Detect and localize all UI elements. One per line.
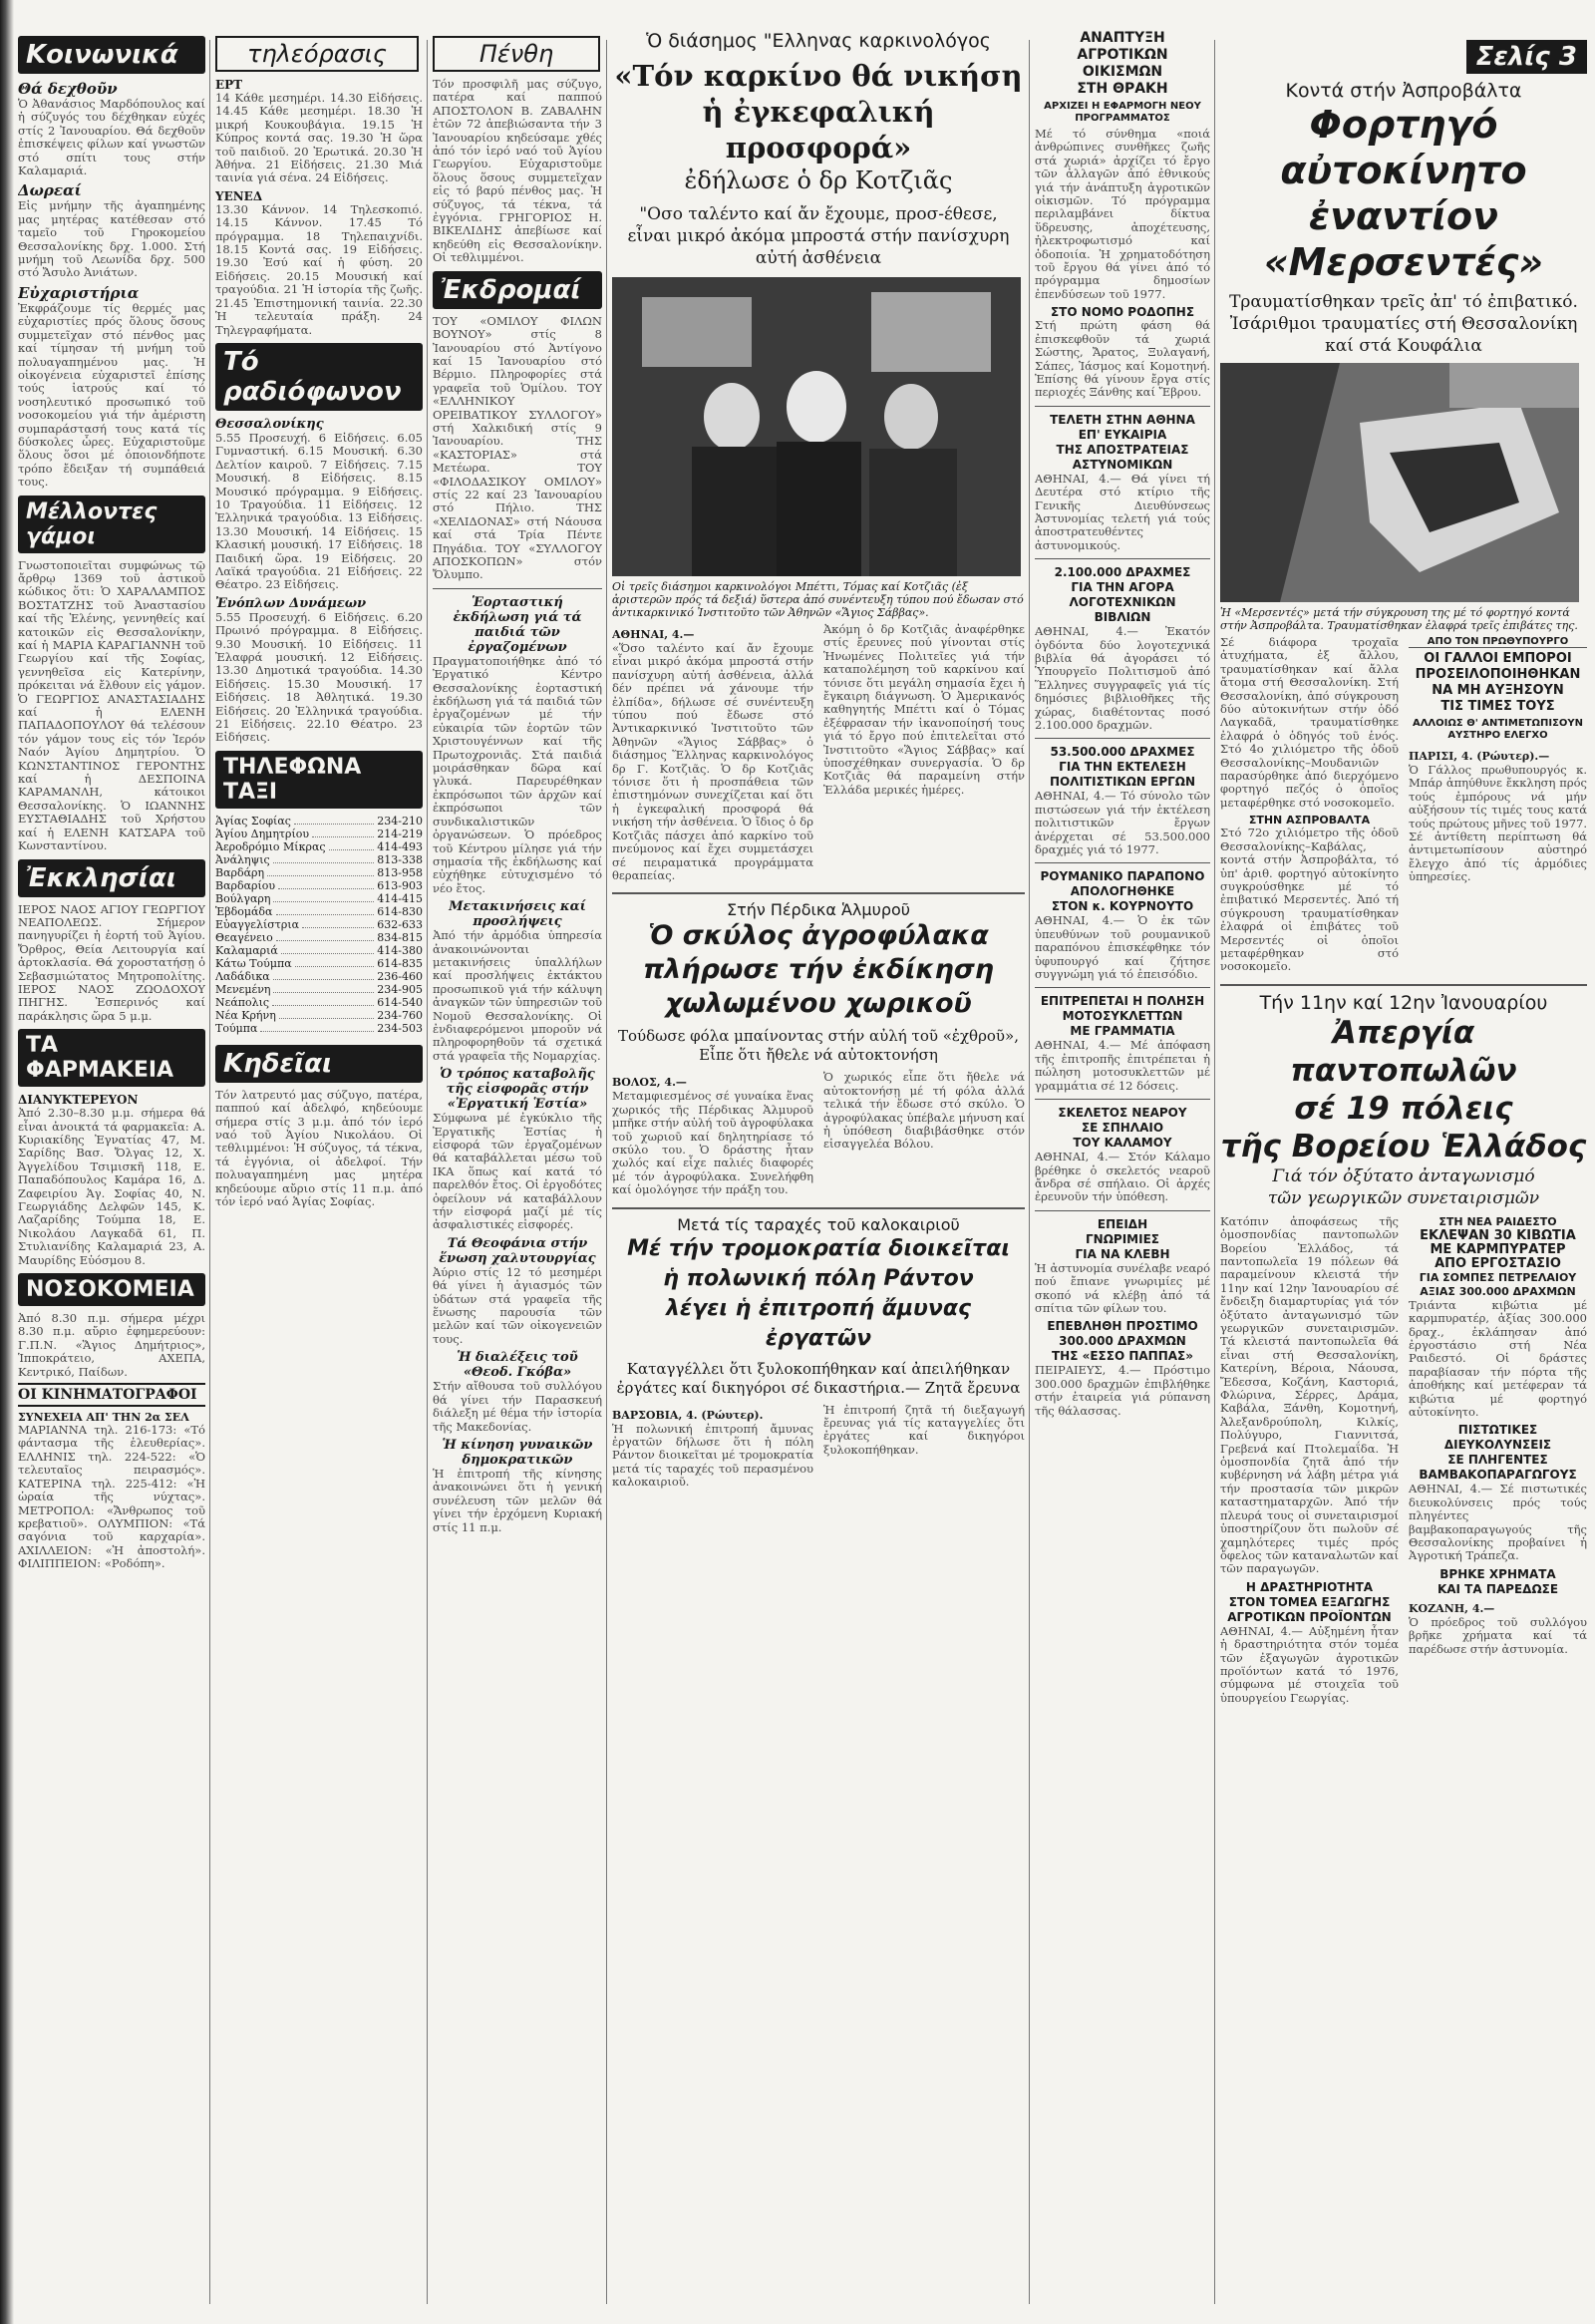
article-body: 5.55 Προσευχή. 6 Εἰδήσεις. 6.05 Γυμναστική. 6.15 Μουσική. 6.30 Δελτίον καιροῦ. 7 Εἰδήσεις. 7.15 Μουσική. 8 Εἰδήσεις. 8.15 Μουσικό πρόγραμμα. 9 Εἰδήσεις. 10 Τραγούδια. 11 Εἰδήσεις. 12 Ἐλληνικά τραγούδια. 13 Εἰδήσεις. 13.30 Μουσική. 14 Εἰδήσεις. 15 Κλασική μουσική. 17 Εἰδήσεις. 18 Παιδική ὥρα. 19 Εἰδήσεις. 20 Λαϊκά τραγούδια. 21 Εἰδήσεις. 22 Θέατρο. 23 Εἰδήσεις. (215, 430, 423, 592)
section-heading-tv: τηλεόρασις (215, 36, 419, 72)
brief-headline (1035, 1106, 1210, 1151)
article-body: Ὁ πρόεδρος τοῦ συλλόγου βρῆκε χρήματα καί τά παρέδωσε στήν ἀστυνομία. (1409, 1614, 1587, 1656)
headline-deck: Καταγγέλλει ὅτι ξυλοκοπήθηκαν καί ἀπειλήθηκαν ἐργάτες καί δικηγόροι σέ δικαστήρια.— Ζητᾶ ἔρευνα (616, 1359, 1021, 1397)
headline-line: ΤΗΣ ΑΠΟΣΤΡΑΤΕΙΑΣ (1056, 442, 1189, 457)
subheading: ΕΡΤ (215, 78, 243, 92)
leader-dots (272, 996, 374, 1006)
divider (1035, 1210, 1210, 1211)
taxi-phone-number: 614-540 (377, 995, 423, 1009)
article-body: Ἡ ἐπιτροπή ζητᾶ τή διεξαγωγή ἔρευνας γιά τίς καταγγελίες ὅτι ἐργάτες καί δικηγόροι ξυλοκοπήθηκαν. (823, 1402, 1025, 1457)
section-heading-taxi: ΤΗΛΕΦΩΝΑ ΤΑΞΙ (215, 751, 423, 809)
headline-line: ΕΠΕΙΔΗ (1097, 1216, 1148, 1231)
brief-headline (1035, 413, 1210, 473)
section-heading-radio: Τό ραδιόφωνον (215, 343, 423, 411)
headline-line: ΑΞΙΑΣ 300.000 ΔΡΑΧΜΩΝ (1420, 1284, 1576, 1298)
taxi-row (215, 944, 423, 957)
taxi-row (215, 853, 423, 866)
article-body: Ἡ ἐπιτροπή τῆς κίνησης ἀνακοινώνει ὅτι ἡ γενική συνέλευση τῶν μελῶν θά γίνει τήν ἐρχόμενη Κυριακή στίς 11 π.μ. (433, 1466, 602, 1534)
article-body: 14 Κάθε μεσημέρι. 14.30 Εἰδήσεις. 14.45 Κάθε μεσημέρι. 18.30 Ἡ μικρή Κουκουβάγια. 19.15 Ἡ Κύπρος κοντά σας. 19.30 Ἡ ὥρα τοῦ παιδιοῦ. 20 Ἐρωτικά. 20.30 Ἡ Ἀθήνα. 21 Εἰδήσεις. 21.30 Μιά ταινία γιά σένα. 24 Εἰδήσεις. (215, 91, 423, 185)
subheading: Ἡ κίνηση γυναικῶν δημοκρατικῶν (442, 1437, 593, 1468)
headline-line: ΑΝΑΠΤΥΞΗ (1080, 30, 1165, 46)
leader-dots (267, 866, 374, 876)
taxi-phone-number: 632-633 (377, 917, 423, 931)
section-heading-koinonika: Κοινωνικά (18, 36, 205, 74)
headline-line: ΤΕΛΕΤΗ ΣΤΗΝ ΑΘΗΝΑ (1050, 412, 1195, 427)
article-body: 5.55 Προσευχή. 6 Εἰδήσεις. 6.20 Πρωινό πρόγραμμα. 8 Εἰδήσεις. 9.30 Μουσική. 10 Εἰδήσεις. 11 Ἐλαφρά μουσική. 12 Εἰδήσεις. 13.30 Δημοτικά τραγούδια. 14.30 Εἰδήσεις. 15.30 Μουσική. 17 Εἰδήσεις. 18 Ἀθλητικά. 19.30 Εἰδήσεις. 20 Ἐλληνικά τραγούδια. 21 Εἰδήσεις. 22.10 Θέατρο. 23 Εἰδήσεις. (215, 609, 423, 745)
article-body: ΑΘΗΝΑΙ, 4.— Τό σύνολο τῶν πιστώσεων γιά τήν ἐκτέλεση πολιτιστικῶν ἔργων ἀνέρχεται σέ 53.500.000 δραχμές γιά τό 1977. (1035, 789, 1210, 857)
headline-line: 53.500.000 ΔΡΑΧΜΕΣ (1050, 745, 1195, 760)
taxi-stand-name: Ἁγίας Σοφίας (215, 814, 291, 828)
headline-line: λέγει ἡ ἐπιτροπή ἄμυνας ἐργατῶν (665, 1295, 972, 1351)
leader-dots (302, 918, 374, 928)
article-body: Τόν προσφιλῆ μας σύζυγο, πατέρα καί παππού ΑΠΟΣΤΟΛΟΝ Β. ΖΑΒΑΛΗΝ ἐτῶν 72 ἀπεβιώσαντα τήν 3 Ἰανουαρίου κηδεύσαμε χθές ἀπό τόν ἱερό ναό τοῦ Ἁγίου Γεωργίου. Εὐχαριστοῦμε ὅλους ὅσους συμμετεῖχαν εἰς τό βαρύ πένθος μας. Ἡ σύζυγος, τά τέκνα, τά ἐγγόνια. ΓΡΗΓΟΡΙΟΣ Η. ΒΙΚΕΛΙΔΗΣ ἀπεβίωσε καί κηδεύθη εἰς Θεσσαλονίκην. Οἱ τεθλιμμένοι. (433, 77, 602, 265)
divider (1035, 738, 1210, 739)
taxi-row (215, 828, 423, 840)
headline-line: ΑΓΡΟΤΙΚΩΝ ΠΡΟΪΟΝΤΩΝ (1227, 1609, 1392, 1624)
taxi-stand-name: Βούλγαρη (215, 891, 271, 905)
subheading: Θά δεχθοῦν (18, 80, 118, 98)
brief-kicker: ΑΠΟ ΤΟΝ ΠΡΩΘΥΠΟΥΡΓΟ (1409, 636, 1587, 648)
column-tv-radio (215, 30, 423, 2304)
headline-line: ΕΠΕΒΛΗΘΗ ΠΡΟΣΤΙΜΟ (1047, 1319, 1198, 1334)
taxi-phone-number: 234-503 (377, 1021, 423, 1035)
brief-headline: ΣΤΟ ΝΟΜΟ ΡΟΔΟΠΗΣ (1050, 305, 1195, 320)
taxi-phone-number: 234-210 (377, 814, 423, 828)
headline-line: ΑΓΡΟΤΙΚΩΝ (1077, 47, 1168, 63)
taxi-phone-number: 234-905 (377, 982, 423, 996)
taxi-stand-name: Θεαγένειο (215, 930, 273, 944)
article-body: ΑΘΗΝΑΙ, 4.— Σέ πιστωτικές διευκολύνσεις πρός τούς πληγέντες βαμβακοπαραγωγούς τῆς Θεσσαλονίκης προβαίνει ἡ Ἀγροτική Τράπεζα. (1409, 1482, 1587, 1563)
article-body: ΑΘΗΝΑΙ, 4.— Θά γίνει τή Δευτέρα στό κτίριο τῆς Γενικῆς Διευθύνσεως Ἀστυνομίας τελετή γιά τούς ἀποστρατευθέντες ἀστυνομικούς. (1035, 471, 1210, 552)
headline-line: ἐναντίον «Μερσεντές» (1263, 194, 1544, 284)
headline-line: ΟΙΚΙΣΜΩΝ (1082, 64, 1163, 80)
taxi-stand-name: Νέα Κρήνη (215, 1008, 276, 1022)
headline-line: ΓΙΑ ΝΑ ΚΛΕΒΗ (1075, 1246, 1170, 1261)
headline-line: ΤΗΣ «ΕΣΣΟ ΠΑΠΠΑΣ» (1052, 1349, 1193, 1364)
headline-line: ΕΠΙΤΡΕΠΕΤΑΙ Η ΠΟΛΗΣΗ (1040, 994, 1205, 1009)
column-briefs (1035, 30, 1210, 2304)
headline-line: 2.100.000 ΔΡΑΧΜΕΣ (1054, 565, 1191, 580)
headline-line: τῆς Βορείου Ἑλλάδος (1220, 1128, 1587, 1164)
article-body: ΑΘΗΝΑΙ, 4.— Μέ ἀπόφαση τῆς ἐπιτροπῆς ἐπιτρέπεται ἡ πώληση μοτοσυκλεττῶν μέ γραμμάτια σέ 12 δόσεις. (1035, 1038, 1210, 1093)
headline-line: ΣΤΟΝ ΤΟΜΕΑ ΕΞΑΓΩΓΗΣ (1228, 1594, 1391, 1609)
headline-line: ΠΙΣΤΩΤΙΚΕΣ (1457, 1423, 1538, 1438)
article-body: Μέ τό σύνθημα «ποιά ἀνθρώπινες συνθῆκες ζωῆς στά χωριά» ἀρχίζει τό ἔργο τῶν ἀλλαγῶν ἀπό ἐθνικούς γιά τήν ἀνάπτυξη ἀγροτικῶν οἰκισμῶν. Τό πρόγραμμα περιλαμβάνει δίκτυα ὕδρευσης, ἀποχέτευσης, ἡλεκτροφωτισμό καί ὁδοποιία. Ἡ χρηματοδότηση τοῦ ἔργου θά γίνει ἀπό τό πρόγραμμα δημοσίων ἐπενδύσεων τοῦ 1977. (1035, 127, 1210, 301)
article-body: Ὁ χωρικός εἶπε ὅτι ἤθελε νά αὐτοκτονήσῃ μέ τή φόλα ἀλλά τελικά τήν ἔδωσε στό σκύλο. Ὁ ἀγροφύλακας ὑπέβαλε μήνυση καί ἡ ὑπόθεση διαβιβάσθηκε στόν εἰσαγγελέα Βόλου. (823, 1070, 1025, 1152)
brief-headline (1409, 1215, 1587, 1299)
headline-line: σέ 19 πόλεις (1294, 1090, 1513, 1127)
headline-line: πλήρωσε τήν ἐκδίκηση (642, 954, 995, 986)
article-body: Τόν λατρευτό μας σύζυγο, πατέρα, παππού καί ἀδελφό, κηδεύουμε σήμερα στίς 3 μ.μ. ἀπό τόν ἱερό ναό τοῦ Ἁγίου Νικολάου. Οἱ τεθλιμμένοι: Ἡ σύζυγος, τά τέκνα, τά ἐγγόνια, οἱ ἀδελφοί. Τήν πολυαγαπημένη μας μητέρα κηδεύουμε αὔριο στίς 11 π.μ. ἀπό τόν ἱερό ναό Ἁγίας Σοφίας. (215, 1087, 423, 1209)
taxi-phone-number: 813-338 (377, 852, 423, 866)
taxi-stand-name: Ἁγίου Δημητρίου (215, 827, 310, 840)
headline-deck: Τούδωσε φόλα μπαίνοντας στήν αὐλή τοῦ «ἐχθροῦ», Εἶπε ὅτι ἤθελε νά αὐτοκτονήση (617, 1027, 1019, 1065)
taxi-row (215, 1009, 423, 1022)
taxi-stand-name: Νεάπολις (215, 995, 270, 1009)
headline-line: ΣΚΕΛΕΤΟΣ ΝΕΑΡΟΥ (1058, 1106, 1187, 1121)
leader-dots (276, 905, 375, 915)
taxi-stand-name: Ἑβδομάδα (215, 904, 273, 918)
article-body: Σύμφωνα μέ ἐγκύκλιο τῆς Ἐργατικῆς Ἑστίας ἡ εἰσφορά τῶν ἐργαζομένων θά καταβάλλεται μέσω τοῦ ΙΚΑ ὅπως καί κατά τό παρελθόν ἔτος. Οἱ ἐργοδότες ὀφείλουν νά καταβάλλουν τήν εἰσφορά μαζί μέ τίς ἀσφαλιστικές εἰσφορές. (433, 1111, 602, 1232)
taxi-row (215, 931, 423, 944)
headline-line: ΓΝΩΡΙΜΙΕΣ (1086, 1231, 1159, 1246)
article-body: Ἡ ἀστυνομία συνέλαβε νεαρό πού ἔπιανε γνωριμίες μέ σκοπό νά κλέβῃ ἀπό τά σπίτια τῶν φίλων του. (1035, 1260, 1210, 1315)
subheading: Εὐχαριστήρια (18, 283, 140, 302)
article-body: ΑΘΗΝΑΙ, 4.— Ὁ ἐκ τῶν ὑπευθύνων τοῦ ρουμανικοῦ παραπόνου ἐπισκέφθηκε τόν ὑφυπουργό καί ζήτησε συγγνώμη γιά τό ἐπεισόδιο. (1035, 913, 1210, 982)
leader-dots (273, 853, 375, 863)
brief-headline (1409, 1567, 1587, 1597)
subheading: Ἡ διαλέξεις τοῦ «Θεοδ. Γκόβα» (457, 1350, 578, 1381)
divider (1035, 558, 1210, 559)
headline-line: ΝΑ ΜΗ ΑΥΞΗΣΟΥΝ (1432, 683, 1564, 698)
leader-dots (273, 970, 375, 980)
section-heading-cinemas: ΟΙ ΚΙΝΗΜΑΤΟΓΡΑΦΟΙ (18, 1383, 205, 1407)
headline-line: ΤΙΣ ΤΙΜΕΣ ΤΟΥΣ (1440, 699, 1555, 714)
taxi-phone-number: 234-760 (377, 1008, 423, 1022)
leader-dots (295, 957, 375, 967)
brief-headline: ΣΤΗΝ ΑΣΠΡΟΒΑΛΤΑ (1248, 814, 1371, 828)
headline-line: Ὁ σκύλος ἀγροφύλακα (648, 920, 989, 952)
article-body: Ὁ Ἀθανάσιος Μαρδόπουλος καί ἡ σύζυγός του δέχθηκαν εὐχές στίς 2 Ἰανουαρίου. Θά δεχθοῦν ἐπισκέψεις φίλων καί γνωστῶν στό σπίτι τους στήν Καλαμαριά. (18, 97, 205, 178)
headline-line: ΜΕ ΓΡΑΜΜΑΤΙΑ (1070, 1024, 1175, 1039)
column-rule (209, 40, 210, 2304)
headline-line: ΣΤΗ ΝΕΑ ΡΑΙΔΕΣΤΟ (1438, 1214, 1557, 1228)
headline-line: ΚΑΙ ΤΑ ΠΑΡΕΔΩΣΕ (1436, 1581, 1559, 1596)
story-columns (612, 1404, 1025, 1494)
headline-line: ΜΕ ΚΑΡΜΠΥΡΑΤΕΡ (1430, 1241, 1566, 1257)
headline-line: Φορτηγό αὐτοκίνητο (1280, 103, 1527, 192)
subheading: Μετακινήσεις καί προσλήψεις (449, 899, 586, 930)
headline-line: ἡ πολωνική πόλη Ράντον (663, 1265, 974, 1291)
story-columns (612, 1071, 1025, 1200)
taxi-phone-number: 414-380 (377, 943, 423, 957)
headline-line: ἐδήλωσε ὁ δρ Κοτζιᾶς (684, 166, 953, 194)
section-heading-nosokomeia: ΝΟΣΟΚΟΜΕΙΑ (18, 1273, 205, 1306)
headline-line: ἡ ἐγκεφαλική προσφορά» (702, 95, 935, 165)
leader-dots (329, 840, 375, 850)
headline-deck: Γιά τόν ὀξύτατο ἀνταγωνισμό (1272, 1165, 1535, 1186)
taxi-row (215, 879, 423, 892)
brief-headline (1035, 869, 1210, 914)
leader-dots (260, 1022, 374, 1032)
article-body: Ἀκόμη ὁ δρ Κοτζιᾶς ἀναφέρθηκε στίς ἔρευνες πού γίνονται στίς Ἡνωμένες Πολιτεῖες γιά τήν καταπολέμηση τοῦ καρκίνου καί τόνισε ὅτι μεγάλη σημασία ἔχει ἡ ἔγκαιρη διάγνωση. Ὁ Ἀμερικανός καθηγητής Μπέττι καί ὁ Τόμας ἐξέφρασαν τήν ἱκανοποίησή τους γιά τό ἔργο πού ἐπιτελεῖται στό Ἰνστιτοῦτο «Ἅγιος Σάββας» καί ὑποσχέθηκαν συνεργασία. Ὁ δρ Κοτζιᾶς θά παραμείνη στήν Ἑλλάδα μερικές ἡμέρες. (823, 622, 1025, 797)
divider (1220, 984, 1587, 986)
headline-kicker: Κοντά στήν Ἀσπροβάλτα (1285, 80, 1522, 102)
headline-kicker: Στήν Πέρδικα Ἁλμυροῦ (726, 900, 911, 920)
taxi-stand-name: Λαδάδικα (215, 969, 270, 983)
taxi-row (215, 1022, 423, 1035)
article-body: Εἰς μνήμην τῆς ἀγαπημένης μας μητέρας κατέθεσαν στό ταμεῖο τοῦ Γηροκομείου Θεσσαλονίκης δρχ. 1.000. Στή μνήμη τοῦ Λεωνίδα δρχ. 500 στό Ἄσυλο Ἀνιάτων. (18, 198, 205, 280)
headline-kicker: Ὁ διάσημος "Ελληνας καρκινολόγος (646, 30, 991, 52)
headline-line: ΡΟΥΜΑΝΙΚΟ ΠΑΡΑΠΟΝΟ (1040, 869, 1205, 884)
column-rule (1029, 40, 1030, 2304)
leader-dots (276, 931, 375, 941)
column-lead-story (612, 30, 1025, 2304)
headline-deck: τῶν γεωργικῶν συνεταιρισμῶν (1267, 1187, 1540, 1208)
photo-figures (612, 277, 1021, 576)
column-social (18, 30, 205, 2304)
headline-line: ΛΟΓΟΤΕΧΝΙΚΩΝ (1069, 595, 1176, 610)
headline-kicker: Τήν 11ην καί 12ην Ἰανουαρίου (1259, 991, 1548, 1014)
article-body: Ἡ πολωνική ἐπιτροπή ἄμυνας ἐργατῶν δήλωσε ὅτι ἡ πόλη Ράντον διοικεῖται μέ τρομοκρατία μετά τίς ταραχές τοῦ περασμένου καλοκαιριοῦ. (612, 1421, 813, 1490)
article-body: Σέ διάφορα τροχαῖα ἀτυχήματα, ἐξ ἄλλου, τραυματίσθηκαν καί ἄλλα ἄτομα στή Θεσσαλονίκη. Στή Θεσσαλονίκη, ἀπό σύγκρουση δύο αὐτοκινήτων στήν ὁδό Λαγκαδᾶ, τραυματίσθηκε ἐλαφρά ὁ ὁδηγός τοῦ ἑνός. Στό 4ο χιλιόμετρο τῆς ὁδοῦ Θεσσαλονίκης–Μουδανιῶν παρασύρθηκε ἀπό διερχόμενο φορτηγό πεζός ὁ ὁποῖος μεταφέρθηκε στό νοσοκομεῖο. (1220, 635, 1399, 810)
headline-line: ΠΡΟΣΕΙΛΟΠΟΙΗΘΗΚΑΝ (1415, 667, 1581, 682)
taxi-stand-name: Βαρδάρη (215, 865, 265, 879)
brief-subhead: ΑΛΛΟΙΩΣ Θ' ΑΝΤΙΜΕΤΩΠΙΣΟΥΝ ΑΥΣΤΗΡΟ ΕΛΕΓΧΟ (1412, 718, 1584, 741)
article-body: ΜΑΡΙΑΝΝΑ τηλ. 216-173: «Τό φάντασμα τῆς ἐλευθερίας». ΕΛΛΗΝΙΣ τηλ. 224-522: «Ὁ τελευταῖος πειρασμός». ΚΑΤΕΡΙΝΑ τηλ. 225-412: «Ἡ ὡραία τῆς νύχτας». ΜΕΤΡΟΠΟΛ: «Ἄνθρωπος τοῦ κρεβατιοῦ». ΟΛΥΜΠΙΟΝ: «Τά σαγόνια τοῦ καρχαρία». ΑΧΙΛΛΕΙΟΝ: «Ἡ ἀποστολή». ΦΙΛΙΠΠΕΙΟΝ: «Ροδόπη». (18, 1423, 205, 1571)
article-body: Στό 72ο χιλιόμετρο τῆς ὁδοῦ Θεσσαλονίκης–Καβάλας, κοντά στήν Ἀσπροβάλτα, τό ὑπ' ἀριθ. φορτηγό αὐτοκίνητο συγκρούσθηκε μέ τό ἐπιβατικό Μερσεντές. Ἀπό τή σύγκρουση τραυματίσθηκαν ἐλαφρά οἱ ἐπιβάτες τοῦ Μερσεντές οἱ ὁποῖοι μεταφέρθηκαν στό νοσοκομεῖο. (1220, 826, 1399, 974)
headline-line: ΜΟΤΟΣΥΚΛΕΤΤΩΝ (1062, 1009, 1183, 1024)
article-body: ΤΟΥ «ΟΜΙΛΟΥ ΦΙΛΩΝ ΒΟΥΝΟΥ» στίς 8 Ἰανουαρίου στό Ἀντίγονο καί 15 Ἰανουαρίου στό Βέρμιο. Πληροφορίες στά γραφεῖα τοῦ Ὁμίλου. ΤΟΥ «ΕΛΛΗΝΙΚΟΥ ΟΡΕΙΒΑΤΙΚΟΥ ΣΥΛΛΟΓΟΥ» στή Χαλκιδική στίς 9 Ἰανουαρίου. ΤΗΣ «ΚΑΣΤΟΡΙΑΣ» στά Μετέωρα. ΤΟΥ «ΦΙΛΟΔΑΣΙΚΟΥ ΟΜΙΛΟΥ» στίς 22 καί 23 Ἰανουαρίου στό Πήλιο. ΤΗΣ «ΧΕΛΙΔΟΝΑΣ» στή Νάουσα καί στά Τρία Πέντε Πηγάδια. ΤΟΥ «ΣΥΛΛΟΓΟΥ ΑΠΟΣΚΟΠΩΝ» στόν Ὄλυμπο. (433, 313, 602, 582)
page-badge (1220, 40, 1587, 74)
news-photo (612, 277, 1021, 576)
taxi-stand-name: Καλαμαριά (215, 943, 278, 957)
taxi-row (215, 970, 423, 983)
headline-kicker: Μετά τίς ταραχές τοῦ καλοκαιριοῦ (677, 1214, 960, 1234)
leader-dots (281, 944, 374, 954)
crash-photo (1220, 363, 1579, 602)
taxi-phone-number: 414-493 (377, 839, 423, 853)
headline-line: χωλωμένου χωρικοῦ (665, 988, 972, 1020)
divider (1035, 862, 1210, 863)
article-body: 13.30 Κάννον. 14 Τηλεσκοπιό. 14.15 Κάννον. 17.45 Τό πρόγραμμα. 18 Τηλεπαιχνίδι. 18.15 Κοντά σας. 19 Εἰδήσεις. 19.30 Ἐσύ καί ἡ φύση. 20 Εἰδήσεις. 20.15 Μουσική καί τραγούδια. 21 Ἡ ἱστορία τῆς ζωῆς. 21.45 Ἐπιστημονική ταινία. 22.30 Ἡ τελευταία πράξη. 24 Τηλεγραφήματα. (215, 201, 423, 337)
subheading: Ἑορταστική ἐκδήλωση γιά τά παιδιά τῶν ἐργαζομένων (453, 594, 582, 655)
section-heading-ekklisiai: Ἐκκλησίαι (18, 859, 205, 897)
leader-dots (273, 892, 374, 902)
taxi-row (215, 996, 423, 1009)
taxi-phone-list (215, 815, 423, 1035)
taxi-phone-number: 414-415 (377, 891, 423, 905)
taxi-stand-name: Ἀεροδρόμιο Μίκρας (215, 839, 326, 853)
taxi-row (215, 892, 423, 905)
brief-headline (1035, 30, 1210, 98)
section-heading-penthi: Πένθη (433, 36, 600, 72)
article-body: Ἀπό 8.30 π.μ. σήμερα μέχρι 8.30 π.μ. αὔριο ἐφημερεύουν: Γ.Π.Ν. «Ἅγιος Δημήτριος», Ἱπποκράτειο, ΑΧΕΠΑ, Κεντρικό, Παίδων. (18, 1311, 205, 1379)
headline-line: ΠΟΛΙΤΙΣΤΙΚΩΝ ΕΡΓΩΝ (1049, 775, 1196, 790)
column-rule (606, 40, 607, 2304)
taxi-stand-name: Κάτω Τούμπα (215, 956, 292, 970)
section-heading-kideiai: Κηδεῖαι (215, 1045, 423, 1083)
subheading: Ὁ τρόπος καταβολῆς τῆς εἰσφορᾶς στήν «Ἐργατική Ἑστία» (440, 1067, 595, 1113)
article-body: Πραγματοποιήθηκε ἀπό τό Ἐργατικό Κέντρο Θεσσαλονίκης ἑορταστική ἐκδήλωση γιά τά παιδιά τῶν ἐργαζομένων μέ τήν εὐκαιρία τῶν ἑορτῶν τῶν Χριστουγέννων καί τῆς Πρωτοχρονιᾶς. Στά παιδιά μοιράσθηκαν δῶρα καί γλυκά. Παρευρέθηκαν ἐκπρόσωποι τῶν ἀρχῶν καί ἐκπρόσωποι τῶν συνδικαλιστικῶν ὀργανώσεων. Ὁ πρόεδρος τοῦ Κέντρου μίλησε γιά τήν σημασία τῆς ἐκδήλωσης καί εὐχήθηκε εὐτυχισμένο τό νέο ἔτος. (433, 653, 602, 895)
headline-deck: Τραυματίσθηκαν τρεῖς ἀπ' τό ἐπιβατικό. Ἰσάριθμοι τραυματίες στή Θεσσαλονίκη καί στά Κουφάλια (1229, 292, 1578, 356)
divider (1035, 406, 1210, 407)
story-columns (1220, 636, 1587, 978)
dateline: ΚΟΖΑΝΗ, 4.— (1409, 1601, 1495, 1615)
brief-headline (1409, 1423, 1587, 1483)
leader-dots (279, 1009, 374, 1019)
brief-headline (1035, 1319, 1210, 1364)
brief-headline (1035, 1217, 1210, 1262)
section-badge (1466, 40, 1587, 74)
column-mourning (433, 30, 602, 2304)
section-heading-gamoi: Μέλλοντες γάμοι (18, 496, 205, 553)
divider (433, 588, 602, 589)
headline-line: ΑΠΟ ΕΡΓΟΣΤΑΣΙΟ (1435, 1255, 1561, 1271)
subheading: Θεσσαλονίκης (215, 416, 324, 432)
taxi-stand-name: Βαρδαρίου (215, 878, 276, 892)
headline-line: 300.000 ΔΡΑΧΜΩΝ (1059, 1334, 1186, 1349)
headline-line: ΣΕ ΠΛΗΓΕΝΤΕΣ (1447, 1453, 1548, 1468)
photo-caption: Ἡ «Μερσεντές» μετά τήν σύγκρουση της μέ τό φορτηγό κοντά στήν Ἀσπροβάλτα. Τραυματίσθηκαν ἐλαφρά τρεῖς ἐπιβάτες της. (1220, 606, 1578, 632)
leader-dots (278, 879, 374, 889)
subheading: Ἐνόπλων Δυνάμεων (215, 595, 367, 611)
taxi-stand-name: Εὐαγγελίστρια (215, 917, 300, 931)
brief-headline (1035, 745, 1210, 790)
headline-line: Ἀπεργία παντοπωλῶν (1290, 1014, 1517, 1089)
article-body: ΠΕΙΡΑΙΕΥΣ, 4.— Πρόστιμο 300.000 δραχμῶν ἐπιβλήθηκε στήν ἑταιρεία γιά ρύπανση τῆς θάλασσας. (1035, 1363, 1210, 1418)
headline-line: ΑΣΤΥΝΟΜΙΚΩΝ (1072, 457, 1173, 472)
headline-line: ΕΚΛΕΨΑΝ 30 ΚΙΒΩΤΙΑ (1420, 1227, 1576, 1243)
brief-headline (1035, 994, 1210, 1039)
headline-line: ΒΙΒΛΙΩΝ (1094, 610, 1151, 625)
headline-line: ΓΙΑ ΤΗΝ ΕΚΤΕΛΕΣΗ (1059, 760, 1186, 775)
taxi-row (215, 905, 423, 918)
taxi-row (215, 866, 423, 879)
section-heading-ekdromai: Ἐκδρομαί (433, 271, 602, 309)
headline-line: ΣΕ ΣΠΗΛΑΙΟ (1081, 1121, 1164, 1136)
subheading: Τά Θεοφάνια στήν ἕνωση χαλυτουργίας (439, 1235, 596, 1266)
headline-line: ΣΤΟΝ κ. ΚΟΥΡΝΟΥΤΟ (1051, 899, 1194, 914)
subheading: ΣΥΝΕΧΕΙΑ ΑΠ' ΤΗΝ 2α ΣΕΛ (18, 1411, 189, 1425)
taxi-row (215, 983, 423, 996)
story-columns (1220, 1215, 1587, 1709)
taxi-stand-name: Μενεμένη (215, 982, 271, 996)
headline-line: ΕΠ' ΕΥΚΑΙΡΙΑ (1078, 427, 1167, 442)
story-columns (612, 623, 1025, 886)
subheading: ΔΙΑΝΥΚΤΕΡΕΥΟΝ (18, 1093, 139, 1108)
article-body: Τριάντα κιβώτια μέ καρμπυρατέρ, ἀξίας 300.000 δραχ., ἐκλάπησαν ἀπό ἐργοστάσιο στή Νέα Ραιδεστό. Οἱ δράστες παραβίασαν τήν πόρτα τῆς ἀποθήκης καί μετέφεραν τά κιβώτια μέ φορτηγό αὐτοκίνητο. (1409, 1297, 1587, 1419)
section-label: Σελίς (1475, 42, 1550, 72)
headline-line: ΣΤΗ ΘΡΑΚΗ (1077, 81, 1168, 97)
divider (612, 892, 1025, 894)
section-heading-farmakeia: ΤΑ ΦΑΡΜΑΚΕΙΑ (18, 1029, 205, 1087)
leader-dots (294, 815, 374, 825)
photo-wreck (1220, 363, 1579, 602)
article-body: Στήν αἴθουσα τοῦ συλλόγου θά γίνει τήν Παρασκευή διάλεξη μέ θέμα τήν ἱστορία τῆς Μακεδονίας. (433, 1379, 602, 1434)
article-body: Στή πρώτη φάση θά ἐπισκεφθοῦν τά χωριά Σώστης, Ἄρατος, Ξυλαγανή, Σάπες, Ἰάσμος καί Κομοτηνή. Ἐπίσης θά γίνουν ἔργα στίς περιοχές Ξάνθης καί Ἔβρου. (1035, 318, 1210, 400)
taxi-row (215, 840, 423, 853)
brief-headline (1409, 651, 1587, 715)
headline-line: ΒΡΗΚΕ ΧΡΗΜΑΤΑ (1439, 1566, 1556, 1581)
column-rule (1214, 40, 1215, 2304)
brief-headline (1035, 565, 1210, 625)
headline-line: ΓΙΑ ΤΗΝ ΑΓΟΡΑ (1071, 580, 1174, 595)
headline-line: Η ΔΡΑΣΤΗΡΙΟΤΗΤΑ (1245, 1579, 1374, 1594)
taxi-row (215, 815, 423, 828)
article-body: «Ὅσο ταλέντο καί ἄν ἔχουμε εἶναι μικρό ἀκόμα μπροστά στήν πανίσχυρη αὐτή ἀσθένεια, ἀλλά δέν πρέπει νά χάνουμε τήν ἐλπίδα», δήλωσε σέ συνέντευξη τύπου πού ἔδωσε στό Ἀντικαρκινικό Ἰνστιτοῦτο τῶν Ἀθηνῶν «Ἅγιος Σάββας» ὁ διάσημος Ἕλληνας καρκινολόγος δρ Γ. Κοτζιᾶς. Ὁ δρ Κοτζιᾶς τόνισε ὅτι ἡ προσπάθεια τῶν ἐπιστημόνων συνεχίζεται καί ὅτι ἡ ἐγκεφαλική προσφορά θά νικήση τήν ἀσθένεια. Ὁ ἴδιος ὁ δρ Κοτζιᾶς πάσχει ἀπό καρκίνο τοῦ πνεύμονος καί ἔχει συμμετάσχει σέ πειραματικά προγράμματα θεραπείας. (612, 641, 813, 882)
page-binding-edge (0, 0, 14, 2324)
dateline: ΠΑΡΙΣΙ, 4. (Ρώυτερ).— (1409, 750, 1550, 763)
leader-dots (273, 983, 374, 993)
article-body: Ὁ Γάλλος πρωθυπουργός κ. Μπάρ ἀπηύθυνε ἔκκληση πρός τούς ἐμπόρους νά μήν αὐξήσουν τίς τιμές τους κατά τούς πρώτους μῆνες τοῦ 1977. Σέ ἀντίθετη περίπτωση θά ἀντιμετωπίσουν αὐστηρό ἔλεγχο ἀπό τίς ἁρμόδιες ὑπηρεσίες. (1409, 763, 1587, 884)
headline-line: ΟΙ ΓΑΛΛΟΙ ΕΜΠΟΡΟΙ (1424, 651, 1572, 666)
brief-headline (1220, 1580, 1399, 1625)
column-right (1220, 40, 1587, 2304)
headline-line: ΒΑΜΒΑΚΟΠΑΡΑΓΩΓΟΥΣ (1419, 1468, 1577, 1483)
article-body: Κατόπιν ἀποφάσεως τῆς ὁμοσπονδίας παντοπωλῶν Βορείου Ἑλλάδος, τά παντοπωλεῖα 19 πόλεων θά παραμείνουν κλειστά τήν 11ην καί 12ην Ἰανουαρίου σέ ἔνδειξη διαμαρτυρίας γιά τόν ὀξύτατο ἀνταγωνισμό τῶν γεωργικῶν συνεταιρισμῶν. Τά κλειστά παντοπωλεῖα θά εἶναι στή Θεσσαλονίκη, Κατερίνη, Βέροια, Νάουσα, Ἔδεσσα, Κοζάνη, Καστοριά, Φλώρινα, Σέρρες, Δράμα, Καβάλα, Ξάνθη, Κομοτηνή, Ἀλεξανδρούπολη, Κιλκίς, Πολύγυρο, Γιαννιτσά, Γρεβενά καί Πτολεμαΐδα. Ἡ ὁμοσπονδία ζητᾶ ἀπό τήν κυβέρνηση νά λάβη μέτρα γιά τήν προστασία τῶν μικρῶν καταστηματαρχῶν. Ἀπό τήν πλευρά τους οἱ συνεταιρισμοί ὑποστηρίζουν ὅτι πωλοῦν σέ χαμηλότερες τιμές πρός ὄφελος τῶν καταναλωτῶν καί τῶν παραγωγῶν. (1220, 1213, 1399, 1576)
divider (1035, 1099, 1210, 1100)
headline-line: Μέ τήν τρομοκρατία διοικεῖται (627, 1235, 1010, 1261)
headline-line: «Τόν καρκίνο θά νικήση (614, 59, 1023, 93)
taxi-row (215, 918, 423, 931)
headline-line: ΑΠΟΛΟΓΗΘΗΚΕ (1070, 884, 1175, 899)
article-body: Ἀύριο στίς 12 τό μεσημέρι θά γίνει ἡ ἁγιασμός τῶν ὑδάτων στά γραφεῖα τῆς ἕνωσης παρουσία τῶν μελῶν καί τῶν οἰκογενειῶν τους. (433, 1264, 602, 1346)
article-body: ΑΘΗΝΑΙ, 4.— Αὐξημένη ἦταν ἡ δραστηριότητα στόν τομέα τῶν ἐξαγωγῶν ἀγροτικῶν προϊόντων κατά τό 1976, σύμφωνα μέ στοιχεῖα τοῦ ὑπουργείου Γεωργίας. (1220, 1623, 1399, 1705)
headline-deck: "Οσο ταλέντο καί ἄν ἔχουμε, προσ-έθεσε, εἶναι μικρό ἀκόμα μπροστά στήν πανίσχυρη αὐτή ἀσθένεια (627, 204, 1010, 268)
taxi-phone-number: 813-958 (377, 865, 423, 879)
column-rule (427, 40, 428, 2304)
subheading: ΥΕΝΕΔ (215, 188, 263, 203)
taxi-phone-number: 834-815 (377, 930, 423, 944)
article-body: Γνωστοποιεῖται συμφώνως τῷ ἄρθρῳ 1369 τοῦ ἀστικοῦ κώδικος ὅτι: Ὁ ΧΑΡΑΛΑΜΠΟΣ ΒΟΣΤΑΤΖΗΣ τοῦ Ἀναστασίου καί τῆς Ἑλένης, γεννηθείς καί κατοικῶν εἰς Θεσσαλονίκην, καί ἡ ΜΑΡΙΑ ΚΑΡΑΓΙΑΝΝΗ τοῦ Γεωργίου καί τῆς Σοφίας, γεννηθεῖσα εἰς Κατερίνην, πρόκειται νά ἔλθουν εἰς γάμον. Ὁ ΓΕΩΡΓΙΟΣ ΑΝΑΣΤΑΣΙΑΔΗΣ καί ἡ ΕΛΕΝΗ ΠΑΠΑΔΟΠΟΥΛΟΥ θά τελέσουν τόν γάμον τους εἰς τόν Ἱερόν Ναόν Ἁγίου Δημητρίου. Ὁ ΚΩΝΣΤΑΝΤΙΝΟΣ ΓΕΡΟΝΤΗΣ καί ἡ ΔΕΣΠΟΙΝΑ ΚΑΡΑΜΑΝΛΗ, κάτοικοι Θεσσαλονίκης. Ὁ ΙΩΑΝΝΗΣ ΕΥΣΤΑΘΙΑΔΗΣ τοῦ Χρήστου καί ἡ ΕΛΕΝΗ ΚΑΤΣΑΡΑ τοῦ Κωνσταντίνου. (18, 557, 205, 853)
headline-line: ΤΟΥ ΚΑΛΑΜΟΥ (1073, 1136, 1172, 1151)
headline-line: ΔΙΕΥΚΟΛΥΝΣΕΙΣ (1443, 1438, 1552, 1453)
taxi-stand-name: Τούμπα (215, 1021, 258, 1035)
photo-caption: Οἱ τρεῖς διάσημοι καρκινολόγοι Μπέττι, Τόμας καί Κοτζιᾶς (ἐξ ἀριστερῶν πρός τά δεξιά) ὕστερα ἀπό συνέντευξη τύπου πού ἔδωσαν στό ἀντικαρκινικό Ἰνστιτοῦτο τῶν Ἀθηνῶν «Ἅγιος Σάββας». (612, 580, 1024, 619)
article-body: ΙΕΡΟΣ ΝΑΟΣ ΑΓΙΟΥ ΓΕΩΡΓΙΟΥ ΝΕΑΠΟΛΕΩΣ. Σήμερον πανηγυρίζει ἡ ἑορτή τοῦ Ἁγίου. Ὄρθρος, Θεία Λειτουργία καί ἀρτοκλασία. Θά χοροστατήσῃ ὁ Σεβασμιώτατος Μητροπολίτης. ΙΕΡΟΣ ΝΑΟΣ ΖΩΟΔΟΧΟΥ ΠΗΓΗΣ. Ἐσπερινός καί παράκλησις ὥρα 5 μ.μ. (18, 901, 205, 1023)
article-body: ΑΘΗΝΑΙ, 4.— Ἐκατόν ὀγδόντα δύο λογοτεχνικά βιβλία θά ἀγοράσει τό Ὑπουργεῖο Πολιτισμοῦ ἀπό Ἕλληνες συγγραφεῖς γιά τίς δημόσιες βιβλιοθῆκες τῆς χώρας, διαθέτοντας ποσό 2.100.000 δραχμῶν. (1035, 624, 1210, 732)
article-body: ΑΘΗΝΑΙ, 4.— Στόν Κάλαμο βρέθηκε ὁ σκελετός νεαροῦ ἄνδρα σέ σπήλαιο. Οἱ ἀρχές ἐρευνοῦν τήν ὑπόθεση. (1035, 1150, 1210, 1204)
article-body: Ἀπό 2.30–8.30 μ.μ. σήμερα θά εἶναι ἀνοικτά τά φαρμακεῖα: Α. Κυριακίδης Ἐγνατίας 47, Μ. Σαρίδης Βασ. Ὄλγας 12, Χ. Ἀγγελίδου Τσιμισκῆ 118, Ε. Παπαδόπουλος Καμάρα 16, Δ. Ζαφειρίου Ἁγ. Σοφίας 40, Ν. Γεωργιάδης Δελφῶν 145, Κ. Λαζαρίδης Τούμπα 18, Ε. Νικολάου Λαγκαδᾶ 61, Π. Στυλιανίδης Καλαμαριά 23, Α. Μαυρίδης Εὐόσμου 8. (18, 1106, 205, 1267)
article-body: Μεταμφιεσμένος σέ γυναίκα ἕνας χωρικός τῆς Πέρδικας Ἁλμυροῦ μπῆκε στήν αὐλή τοῦ ἀγροφύλακα τοῦ χωριοῦ καί δηλητηρίασε τό σκύλο του. Ὁ δράστης ἦταν χωλός καί εἶχε παλιές διαφορές μέ τόν ἀγροφύλακα. Συνελήφθη καί ὁμολόγησε τήν πράξη του. (612, 1089, 813, 1197)
article-body: Ἐκφράζουμε τίς θερμές μας εὐχαριστίες πρός ὅλους ὅσους συμμετεῖχαν στό πένθος μας καί τίμησαν τή μνήμη τοῦ πολυαγαπημένου μας. Ἡ οἰκογένεια εὐχαριστεῖ ἐπίσης τούς ἰατρούς καί τό νοσηλευτικό προσωπικό τοῦ νοσοκομείου γιά τήν ἀμέριστη συμπαράστασή τους κατά τίς δύσκολες ὧρες. Εὐχαριστοῦμε ὅλους ὅσοι μέ ὁποιονδήποτε τρόπο ἔδειξαν τή συμπάθειά τους. (18, 300, 205, 490)
taxi-phone-number: 236-460 (377, 969, 423, 983)
page-number: 3 (1558, 42, 1577, 72)
dateline: ΒΑΡΣΟΒΙΑ, 4. (Ρώυτερ). (612, 1408, 764, 1422)
subheading: Δωρεαί (18, 181, 82, 200)
taxi-phone-number: 614-830 (377, 904, 423, 918)
article-body: Ἀπό τήν ἁρμόδια ὑπηρεσία ἀνακοινώνονται μετακινήσεις ὑπαλλήλων καί προσλήψεις ἐκτάκτου προσωπικοῦ γιά τήν κάλυψη ἀναγκῶν τῶν ὑπηρεσιῶν τοῦ Νομοῦ Θεσσαλονίκης. Οἱ ἐνδιαφερόμενοι μποροῦν νά πληροφορηθοῦν τά σχετικά στά γραφεῖα τῆς Νομαρχίας. (433, 928, 602, 1063)
dateline: ΑΘΗΝΑΙ, 4.— (612, 628, 695, 641)
divider (612, 1207, 1025, 1209)
divider (1035, 987, 1210, 988)
taxi-phone-number: 613-903 (377, 878, 423, 892)
taxi-row (215, 957, 423, 970)
taxi-phone-number: 614-835 (377, 956, 423, 970)
brief-subhead: ΑΡΧΙΖΕΙ Η ΕΦΑΡΜΟΓΗ ΝΕΟΥ ΠΡΟΓΡΑΜΜΑΤΟΣ (1044, 101, 1201, 124)
dateline: ΒΟΛΟΣ, 4.— (612, 1076, 687, 1090)
headline-line: ΓΙΑ ΣΟΜΠΕΣ ΠΕΤΡΕΛΑΙΟΥ (1419, 1270, 1577, 1284)
leader-dots (312, 828, 374, 837)
taxi-stand-name: Ἀνάληψις (215, 852, 270, 866)
taxi-phone-number: 214-219 (377, 827, 423, 840)
